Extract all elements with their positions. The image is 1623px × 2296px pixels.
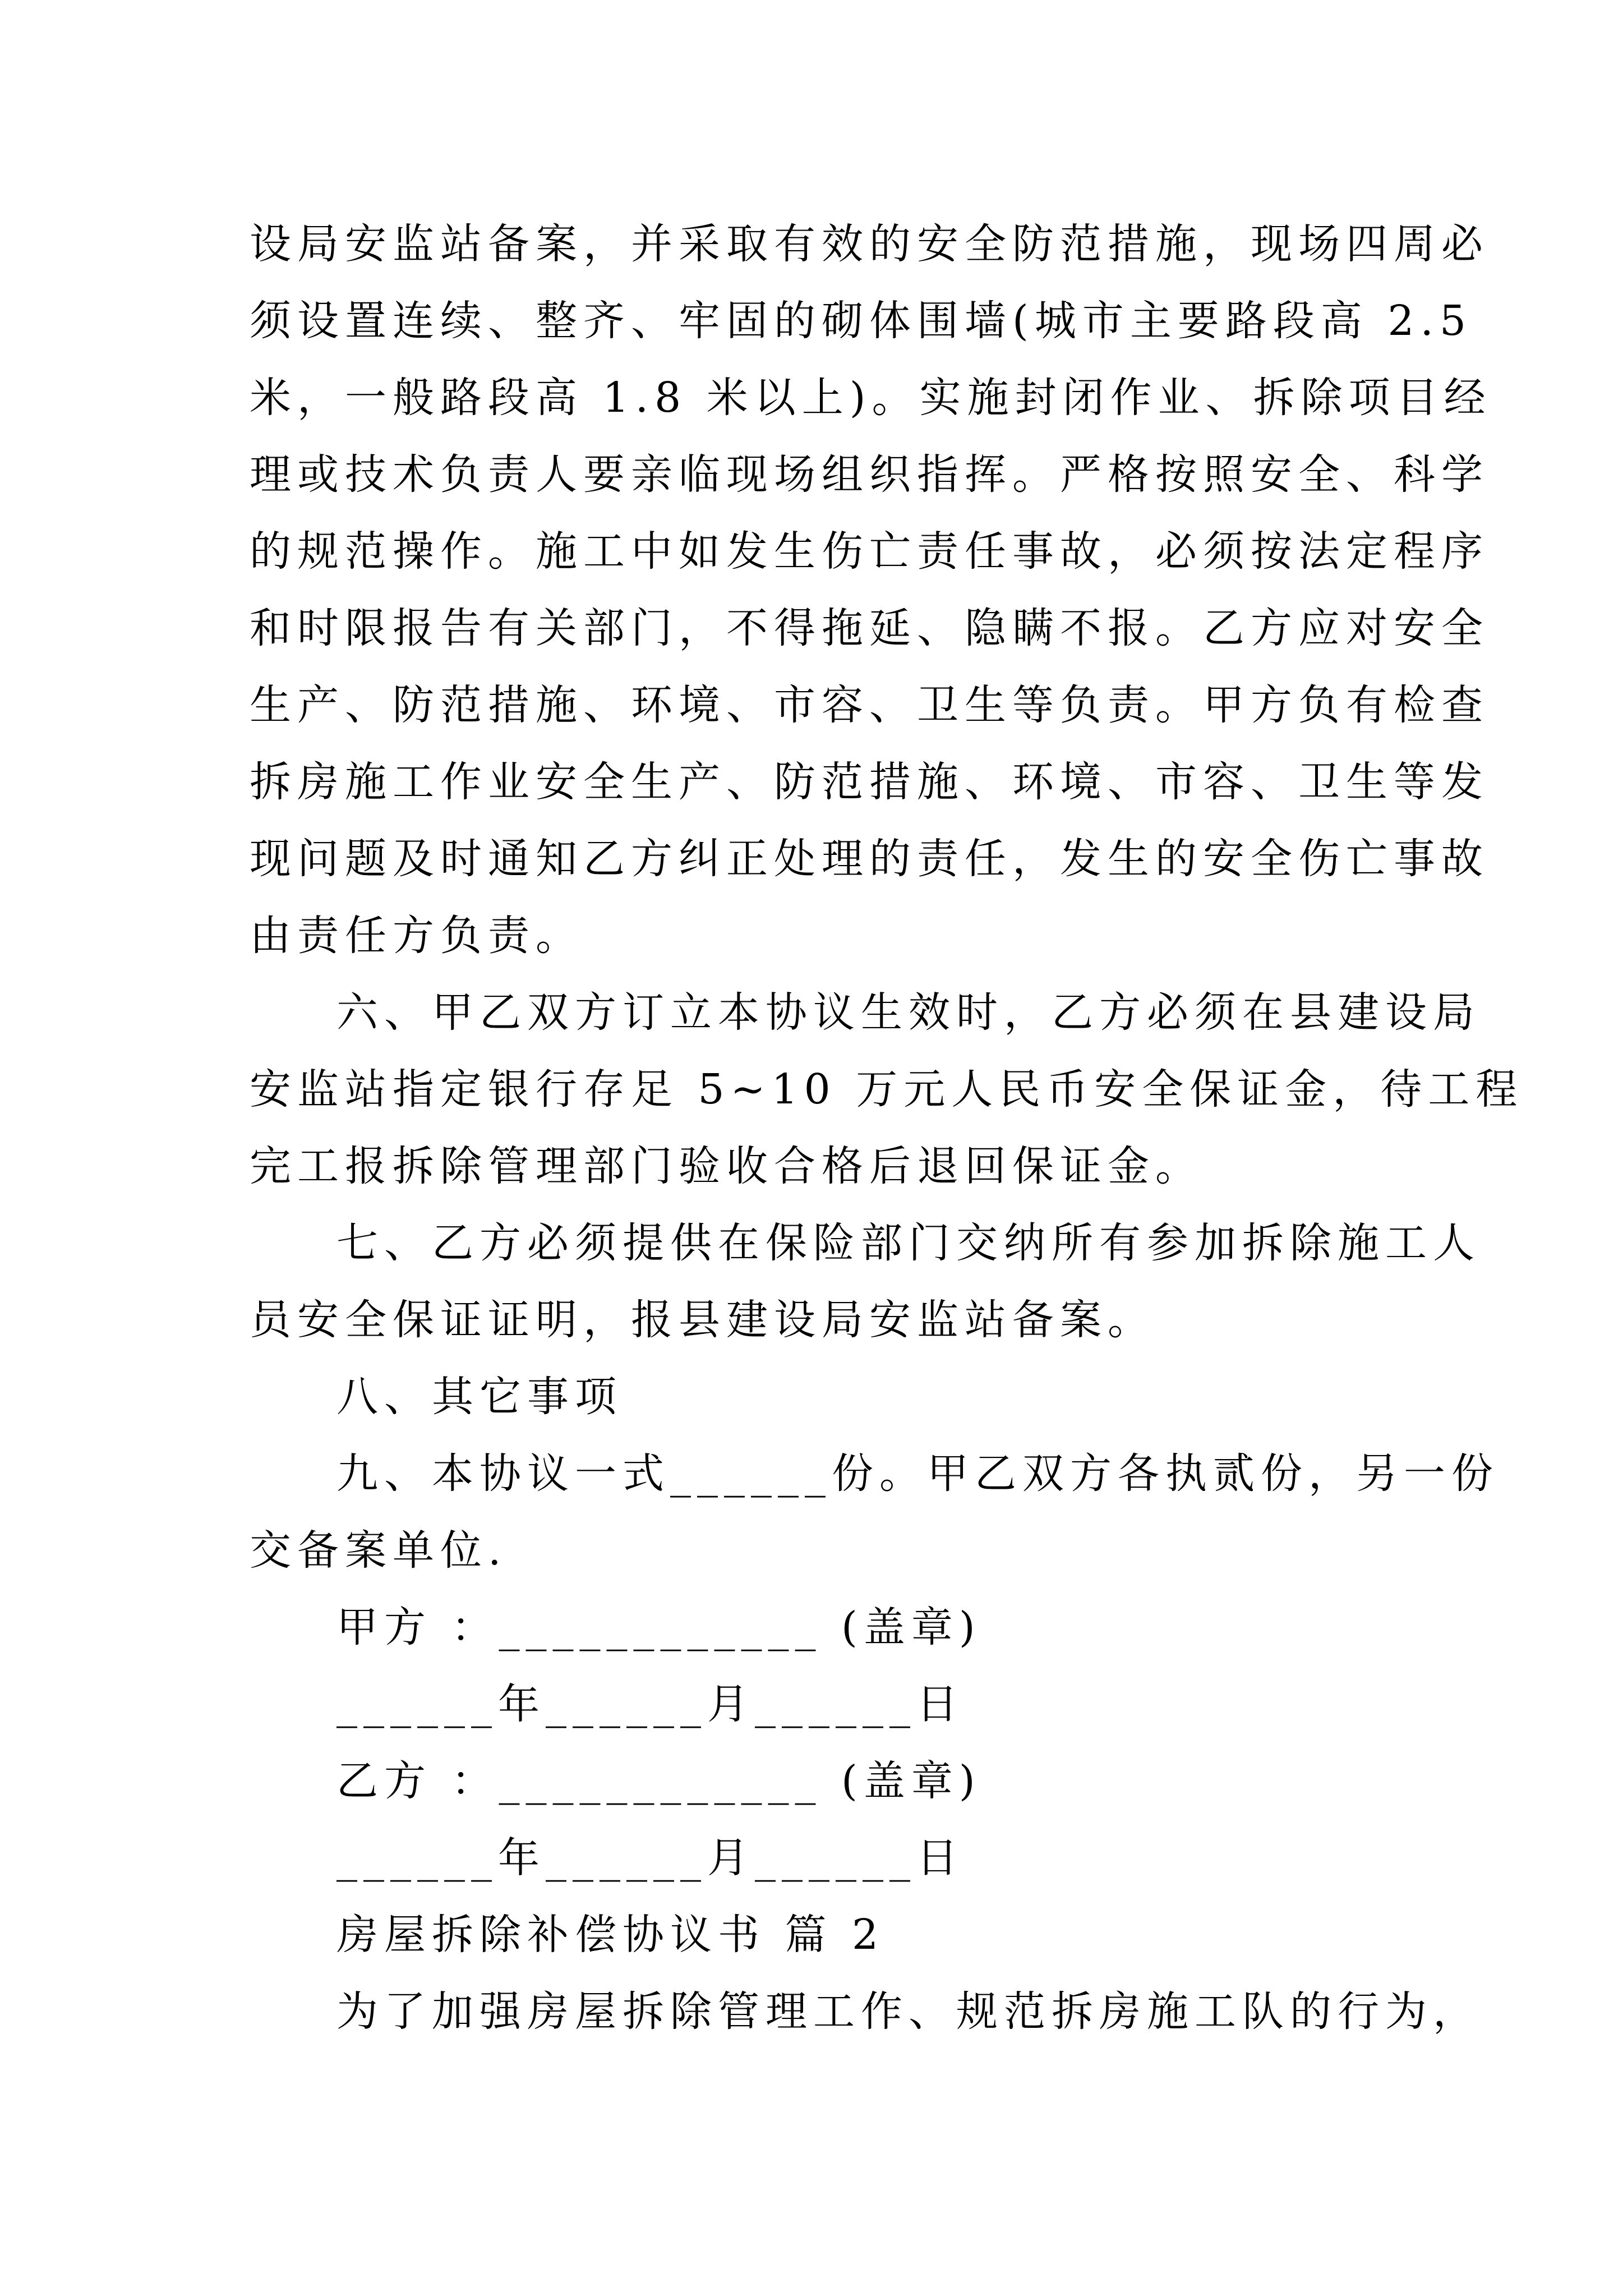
party-a-date-line: ______年______月______日 bbox=[336, 1680, 964, 1728]
text-line: 为了加强房屋拆除管理工作、规范拆房施工队的行为， bbox=[336, 1987, 1481, 2036]
text-line: 理或技术负责人要亲临现场组织指挥。严格按照安全、科学 bbox=[250, 450, 1489, 499]
party-b-date-line: ______年______月______日 bbox=[336, 1834, 964, 1882]
text-line: 米，一般路段高 1.8 米以上)。实施封闭作业、拆除项目经 bbox=[250, 374, 1492, 422]
text-line: 设局安监站备案，并采取有效的安全防范措施，现场四周必 bbox=[250, 220, 1489, 268]
text-line: 员安全保证证明，报县建设局安监站备案。 bbox=[250, 1296, 1155, 1344]
text-line: 和时限报告有关部门，不得拖延、隐瞒不报。乙方应对安全 bbox=[250, 604, 1489, 652]
clause-6: 六、甲乙双方订立本协议生效时，乙方必须在县建设局 bbox=[336, 988, 1481, 1037]
text-line: 由责任方负责。 bbox=[250, 912, 583, 960]
section-heading: 房屋拆除补偿协议书 篇 2 bbox=[336, 1911, 885, 1959]
text-line: 完工报拆除管理部门验收合格后退回保证金。 bbox=[250, 1142, 1203, 1190]
text-line: 交备案单位. bbox=[250, 1526, 508, 1575]
party-a-signature-line: 甲方 ：____________ (盖章) bbox=[336, 1603, 981, 1651]
text-line: 的规范操作。施工中如发生伤亡责任事故，必须按法定程序 bbox=[250, 527, 1489, 576]
party-b-signature-line: 乙方 ：____________ (盖章) bbox=[336, 1757, 981, 1805]
clause-8: 八、其它事项 bbox=[336, 1373, 623, 1421]
clause-9: 九、本协议一式______份。甲乙双方各执贰份，另一份 bbox=[336, 1450, 1499, 1498]
text-line: 生产、防范措施、环境、市容、卫生等负责。甲方负有检查 bbox=[250, 681, 1489, 729]
text-line: 须设置连续、整齐、牢固的砌体围墙(城市主要路段高 2.5 bbox=[250, 297, 1473, 345]
clause-7: 七、乙方必须提供在保险部门交纳所有参加拆除施工人 bbox=[336, 1219, 1481, 1267]
text-line: 拆房施工作业安全生产、防范措施、环境、市容、卫生等发 bbox=[250, 758, 1489, 806]
text-line: 安监站指定银行存足 5~10 万元人民币安全保证金，待工程 bbox=[250, 1065, 1524, 1114]
text-line: 现问题及时通知乙方纠正处理的责任，发生的安全伤亡事故 bbox=[250, 835, 1489, 883]
